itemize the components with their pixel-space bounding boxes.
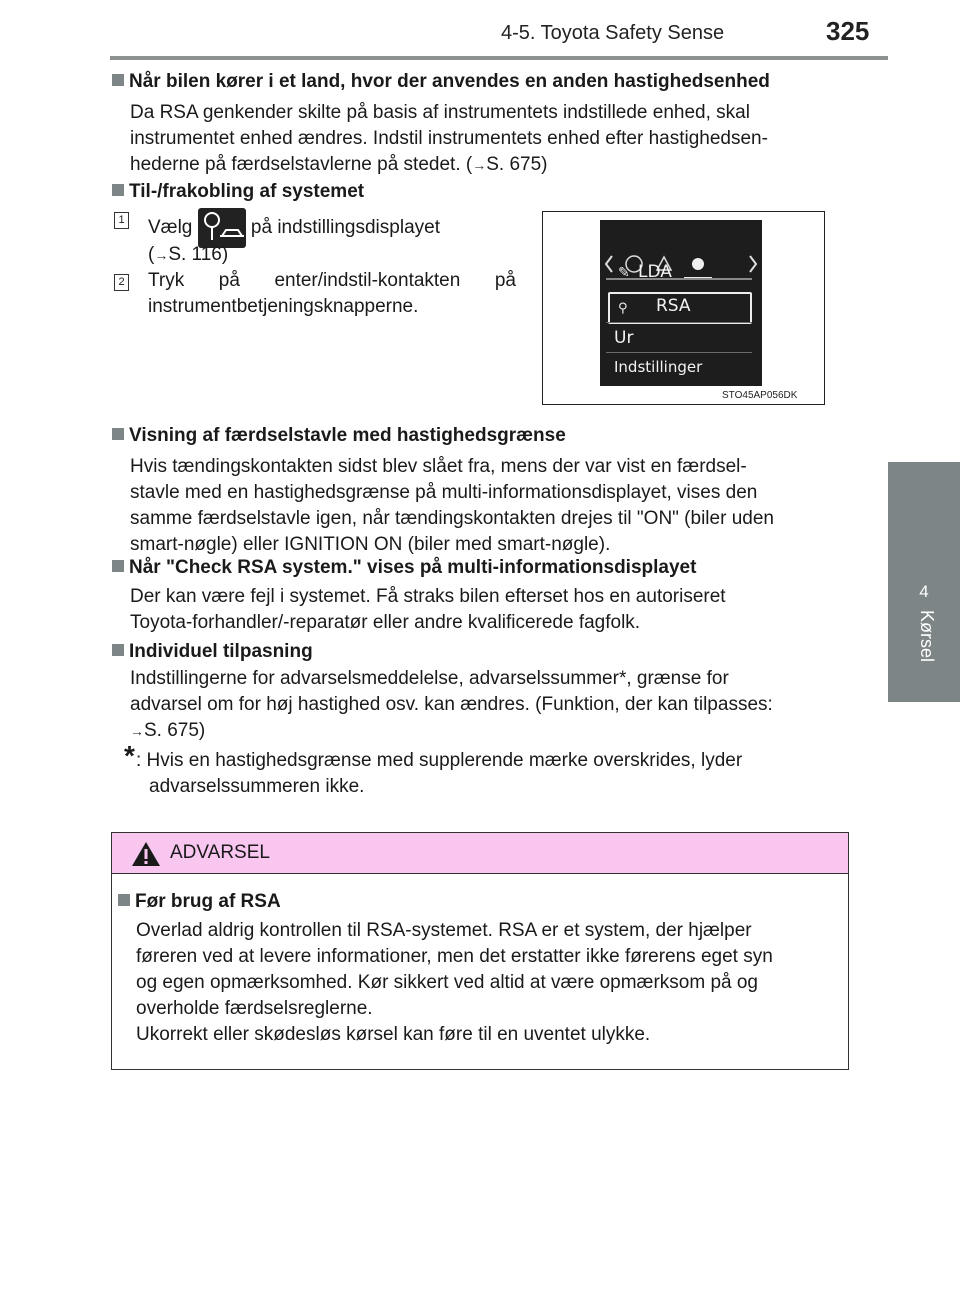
text-line: Overlad aldrig kontrollen til RSA-systemet. RSA er et system, der hjælper [136, 920, 752, 941]
figure-code: STO45AP056DK [722, 390, 798, 401]
heading-text: Når bilen kører i et land, hvor der anvendes en anden hastighedsenhed [129, 71, 770, 92]
step-number-2: 2 [114, 274, 129, 291]
step-number-1: 1 [114, 212, 129, 229]
text-line: smart-nøgle) eller IGNITION ON (biler med smart-nøgle). [130, 534, 611, 555]
heading-text: Individuel tilpasning [129, 641, 313, 662]
menu-separator [606, 352, 752, 353]
chapter-title: Kørsel [917, 610, 937, 663]
display-paragraph [130, 454, 842, 558]
heading-text: Visning af færdselstavle med hastighedsgrænse [129, 425, 566, 446]
footnote-star: * [124, 740, 135, 771]
text-line: og egen opmærksomhed. Kør sikkert ved altid at være opmærksom på og [136, 972, 758, 993]
ref-open: ( [148, 244, 155, 265]
text-line: : Hvis en hastighedsgrænse med supplerende mærke overskrides, lyder [136, 750, 743, 771]
section-heading-display [112, 424, 566, 448]
text-line: Toyota-forhandler/-reparatør eller andre kvalificerede fagfolk. [130, 612, 641, 633]
menu-item-ur: Ur [614, 328, 634, 348]
page-ref: S. 116) [168, 244, 229, 265]
lda-icon: ✎ [618, 264, 630, 280]
text-line: advarselssummeren ikke. [149, 776, 365, 797]
bullet-square-icon [112, 74, 124, 86]
text-line: advarsel om for høj hastighed osv. kan ændres. (Funktion, der kan tilpasses: [130, 694, 773, 715]
heading-text: Før brug af RSA [135, 891, 281, 912]
unit-paragraph [130, 100, 842, 178]
step-text-part: på indstillingsdisplayet [250, 217, 440, 239]
text-line-part: hederne på færdselstavlerne på stedet. ( [130, 154, 473, 175]
bullet-square-icon [112, 644, 124, 656]
arrow-right-icon: → [154, 247, 169, 263]
warning-title: ADVARSEL [170, 842, 270, 863]
menu-item-rsa: RSA [656, 296, 691, 316]
menu-separator [606, 322, 752, 323]
bullet-square-icon [118, 894, 130, 906]
footnote-text [136, 748, 842, 800]
section-title: 4-5. Toyota Safety Sense [501, 22, 725, 44]
heading-text: Når "Check RSA system." vises på multi-informationsdisplayet [129, 557, 697, 578]
chapter-number: 4 [919, 582, 929, 601]
section-heading-check [112, 556, 696, 580]
text-line: overholde færdselsreglerne. [136, 998, 373, 1019]
check-paragraph [130, 584, 842, 636]
text-line: instrumentet enhed ændres. Indstil instrumentets enhed efter hastighedsen- [130, 128, 768, 149]
text-line: stavle med en hastighedsgrænse på multi-informationsdisplayet, vises den [130, 482, 758, 503]
text-line [130, 718, 842, 744]
text-line: Der kan være fejl i systemet. Få straks bilen efterset hos en autoriseret [130, 586, 726, 607]
warning-triangle-icon [130, 840, 162, 873]
chevron-right-icon [750, 256, 756, 272]
text-line: Hvis tændingskontakten sidst blev slået fra, mens der var vist en færdsel- [130, 456, 747, 477]
text-line: samme færdselstavle igen, når tændingskontakten drejes til "ON" (biler uden [130, 508, 774, 529]
bullet-square-icon [112, 560, 124, 572]
text-line [130, 152, 842, 178]
bullet-square-icon [112, 428, 124, 440]
custom-paragraph [130, 666, 842, 744]
warning-last-line: Ukorrekt eller skødesløs kørsel kan føre til en uventet ulykke. [136, 1024, 651, 1045]
warning-heading [118, 890, 281, 914]
page-ref: S. 675) [486, 154, 548, 175]
gear-icon [692, 258, 704, 270]
text-line: Indstillingerne for advarselsmeddelelse, advarselssummer*, grænse for [130, 668, 729, 689]
step-2-text [148, 268, 516, 320]
section-heading-unit [112, 70, 770, 94]
text-line: føreren ved at levere informationer, men det erstatter ikke førerens eget syn [136, 946, 773, 967]
page-number: 325 [826, 16, 870, 46]
section-heading-toggle [112, 180, 364, 204]
arrow-right-icon: → [130, 723, 144, 739]
text-line: Tryk på enter/indstil-kontakten på [148, 270, 516, 291]
rsa-menu-icon: ⚲ [618, 300, 628, 315]
step-text-part: Vælg [148, 217, 193, 239]
heading-text: Til-/frakobling af systemet [129, 181, 365, 202]
text-line: Da RSA genkender skilte på basis af instrumentets indstillede enhed, skal [130, 102, 750, 123]
header-rule [110, 56, 888, 60]
chevron-left-icon [606, 256, 612, 272]
page-ref: S. 675) [144, 720, 206, 741]
menu-item-lda: LDA [638, 262, 672, 282]
step-1-ref [148, 242, 228, 268]
menu-item-settings: Indstillinger [614, 358, 703, 376]
section-heading-custom [112, 640, 313, 664]
warning-paragraph [136, 918, 832, 1022]
text-line: instrumentbetjeningsknapperne. [148, 296, 419, 317]
arrow-right-icon: → [472, 157, 487, 173]
bullet-square-icon [112, 184, 124, 196]
